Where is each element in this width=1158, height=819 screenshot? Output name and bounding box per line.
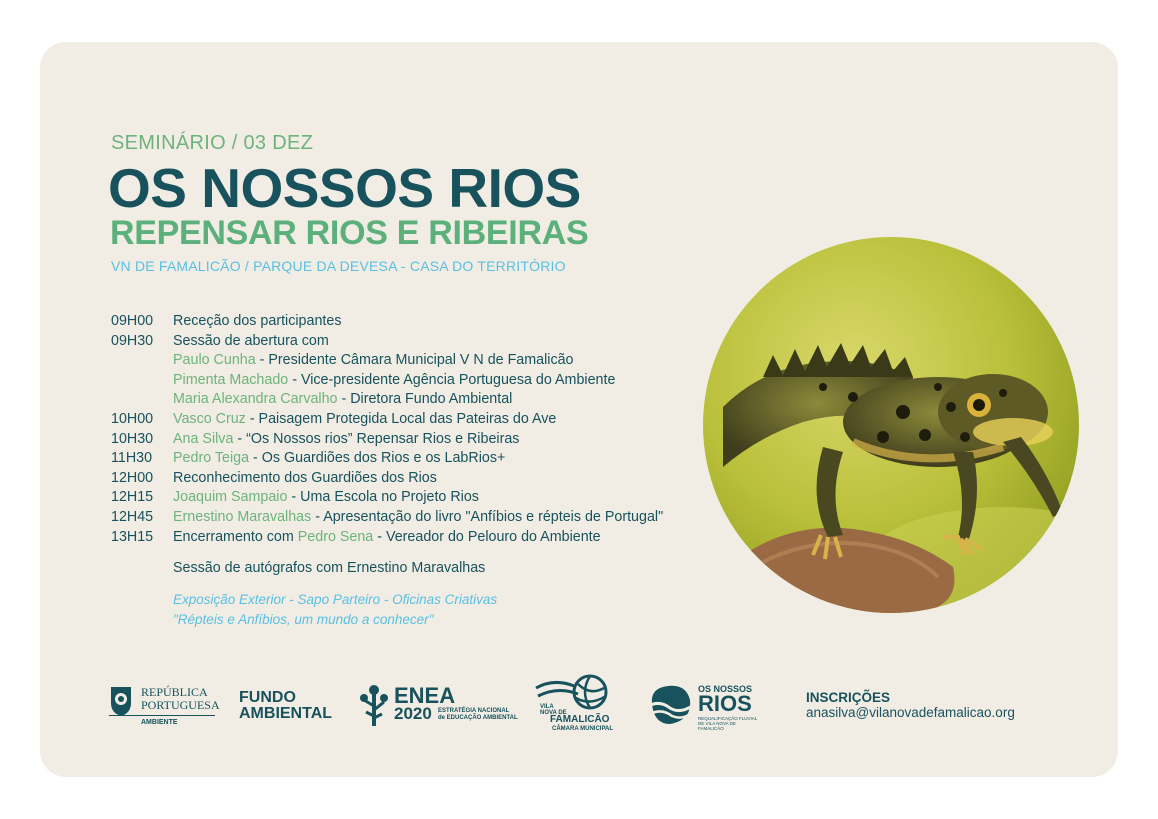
speaker-name: Pimenta Machado (173, 371, 289, 388)
speaker-name: Paulo Cunha (173, 352, 256, 369)
speaker-name: Pedro Sena (297, 528, 374, 545)
program-row (111, 390, 711, 410)
program-text: - Uma Escola no Projeto Rios (287, 489, 479, 506)
program-time: 10H30 (111, 430, 154, 447)
republica-line2: PORTUGUESA (141, 698, 220, 712)
enea-line1: ESTRATÉGIA NACIONAL (438, 708, 510, 714)
autograph-session: Sessão de autógrafos com Ernestino Maravalhas (173, 560, 486, 576)
program-time: 12H15 (111, 489, 154, 506)
event-kicker: SEMINÁRIO / 03 DEZ (111, 132, 314, 154)
program-row (111, 469, 711, 489)
speaker-name: Ernestino Maravalhas (173, 508, 312, 525)
newt-photo (703, 237, 1079, 613)
program-row (111, 351, 711, 371)
logo-os-nossos-rios (646, 680, 761, 730)
logo-famalicao (534, 674, 614, 734)
logo-enea-2020 (358, 682, 523, 728)
program-prefix: Encerramento com (173, 528, 298, 545)
event-location: VN DE FAMALICÃO / PARQUE DA DEVESA - CASA DO TERRITÓRIO (111, 258, 566, 274)
enea-year: 2020 (394, 704, 432, 723)
program-text: - Vice-presidente Agência Portuguesa do Ambiente (288, 371, 616, 388)
speaker-name: Ana Silva (173, 430, 234, 447)
rios-line1: OS NOSSOS (698, 684, 753, 694)
program-text: Receção dos participantes (173, 313, 342, 329)
program-text: - “Os Nossos rios” Repensar Rios e Ribeiras (233, 430, 520, 447)
registration-email[interactable]: anasilva@vilanovadefamalicao.org (806, 705, 1015, 720)
program-text: - Diretora Fundo Ambiental (337, 391, 513, 408)
speaker-name: Vasco Cruz (173, 410, 246, 427)
rios-line4: DE VILA NOVA DE FAMALICÃO (698, 721, 736, 731)
rios-line3: REQUALIFICAÇÃO FLUVIAL (698, 716, 758, 721)
program-text: - Os Guardiões dos Rios e os LabRios+ (249, 450, 506, 467)
program-row (111, 312, 711, 332)
famalicao-line3: FAMALICÃO (550, 714, 610, 725)
program-row (111, 449, 711, 469)
program-time: 12H00 (111, 469, 154, 486)
exhibition-subline: "Répteis e Anfíbios, um mundo a conhecer" (173, 612, 434, 627)
program-row (111, 488, 711, 508)
republica-line3: AMBIENTE (141, 719, 178, 726)
program-text: - Presidente Câmara Municipal V N de Famalicão (255, 352, 574, 369)
logo-fundo-ambiental (239, 690, 339, 726)
tree-icon (358, 682, 390, 726)
program-time: 09H00 (111, 313, 154, 329)
fundo-line2: AMBIENTAL (239, 705, 333, 722)
program-row (111, 508, 711, 528)
program-list (111, 312, 711, 547)
speaker-name: Pedro Teiga (173, 450, 250, 467)
republica-line1: REPÚBLICA (141, 685, 208, 699)
enea-title: ENEA (394, 683, 456, 708)
program-row (111, 430, 711, 450)
famalicao-line2: NOVA DE (540, 710, 567, 716)
program-text: Sessão de abertura com (173, 332, 329, 349)
coat-of-arms-icon (109, 685, 133, 717)
program-text: - Paisagem Protegida Local das Pateiras do Ave (245, 410, 557, 427)
enea-line2: de EDUCAÇÃO AMBIENTAL (438, 715, 518, 721)
logo-republica-portuguesa (109, 685, 219, 731)
program-text: Reconhecimento dos Guardiões dos Rios (173, 469, 437, 486)
fundo-line1: FUNDO (239, 689, 296, 706)
event-title: OS NOSSOS RIOS (108, 157, 581, 219)
program-text: - Vereador do Pelouro do Ambiente (373, 528, 601, 545)
speaker-name: Maria Alexandra Carvalho (173, 391, 338, 408)
program-time: 13H15 (111, 528, 154, 545)
rios-line2: RIOS (698, 691, 752, 716)
program-text: - Apresentação do livro "Anfíbios e répteis de Portugal" (311, 508, 664, 525)
program-row (111, 371, 711, 391)
speaker-name: Joaquim Sampaio (173, 489, 288, 506)
program-time: 11H30 (111, 450, 153, 467)
exhibition-line: Exposição Exterior - Sapo Parteiro - Oficinas Criativas (173, 592, 498, 607)
program-row (111, 332, 711, 352)
program-time: 09H30 (111, 332, 154, 349)
program-row (111, 528, 711, 548)
famalicao-line4: CÂMARA MUNICIPAL (552, 726, 613, 732)
program-time: 10H00 (111, 410, 154, 427)
program-time: 12H45 (111, 508, 154, 525)
program-row (111, 410, 711, 430)
famalicao-line1: VILA (540, 704, 554, 710)
event-subtitle: REPENSAR RIOS E RIBEIRAS (110, 214, 589, 252)
registration-block (806, 690, 1015, 720)
water-wave-icon (646, 682, 694, 726)
registration-label: INSCRIÇÕES (806, 690, 891, 705)
